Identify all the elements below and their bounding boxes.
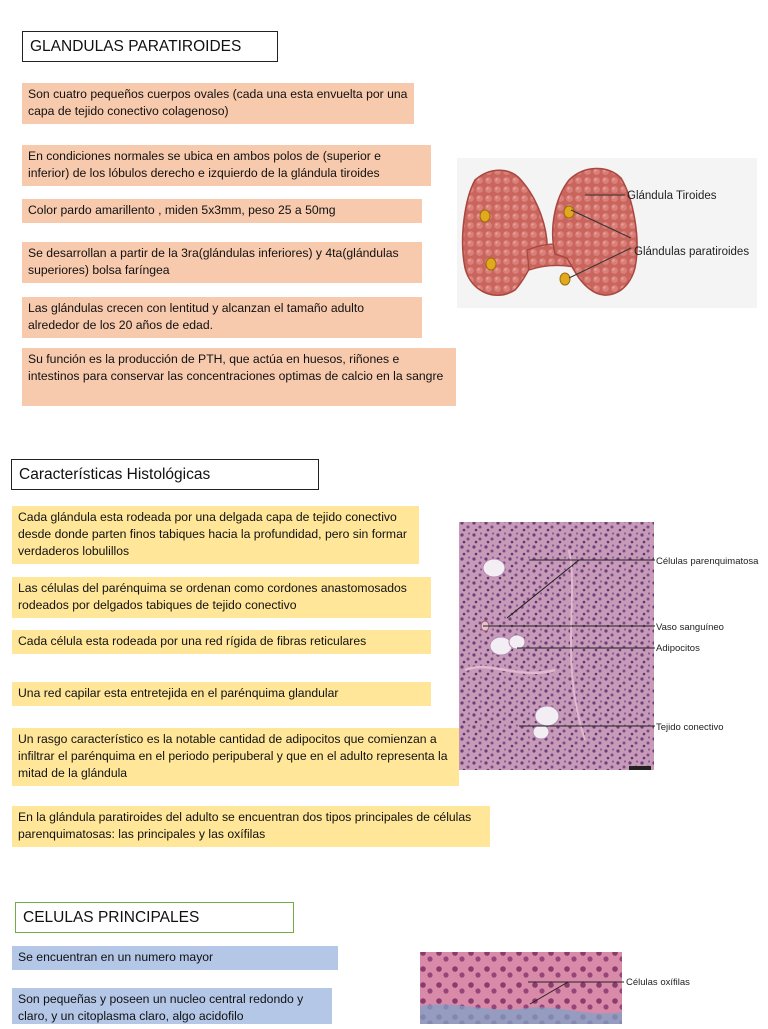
note-box [12, 630, 431, 654]
note-text: Son cuatro pequeños cuerpos ovales (cada una esta envuelta por una capa de tejido conectivo colagenoso) [28, 87, 408, 118]
note-box [22, 199, 422, 223]
label-vaso-sanguineo: Vaso sanguíneo [656, 622, 724, 633]
note-box [22, 348, 456, 406]
note-text: En la glándula paratiroides del adulto se encuentran dos tipos principales de células parenquimatosas: las principales y las oxífilas [18, 810, 472, 841]
label-adipocitos: Adipocitos [656, 643, 700, 654]
histology-figure [459, 520, 759, 772]
note-text: Se desarrollan a partir de la 3ra(glándulas inferiores) y 4ta(glándulas superiores) bolsa faríngea [28, 246, 399, 277]
oxyphil-micrograph [418, 948, 718, 1024]
note-box [22, 83, 414, 124]
label-celulas-oxifilas: Células oxífilas [626, 977, 690, 988]
section-title-text: GLANDULAS PARATIROIDES [30, 37, 242, 55]
section-title-histologicas [11, 459, 319, 490]
note-text: Las células del parénquima se ordenan como cordones anastomosados rodeados por delgados tabiques de tejido conectivo [18, 581, 407, 612]
note-box [12, 728, 459, 786]
note-box [12, 577, 431, 618]
histology-micrograph [459, 520, 759, 772]
note-text: Se encuentran en un numero mayor [18, 950, 214, 964]
note-box [22, 297, 422, 338]
note-text: Las glándulas crecen con lentitud y alcanzan el tamaño adulto alrededor de los 20 años de edad. [28, 301, 365, 332]
label-glandula-tiroides: Glándula Tiroides [627, 190, 717, 202]
note-text: Su función es la producción de PTH, que actúa en huesos, riñones e intestinos para conservar las concentraciones optimas de calcio en la sangre [28, 352, 444, 383]
note-text: Color pardo amarillento , miden 5x3mm, peso 25 a 50mg [28, 203, 336, 217]
label-tejido-conectivo: Tejido conectivo [656, 722, 724, 733]
note-box [22, 145, 431, 186]
label-glandulas-paratiroides: Glándulas paratiroides [634, 246, 750, 258]
thyroid-illustration [457, 158, 757, 308]
note-text: Cada célula esta rodeada por una red rígida de fibras reticulares [18, 634, 367, 648]
note-text: Son pequeñas y poseen un nucleo central redondo y claro, y un citoplasma claro, algo acidofilo [18, 992, 304, 1023]
thyroid-figure [457, 158, 757, 308]
section-title-text: CELULAS PRINCIPALES [23, 908, 200, 926]
note-box [12, 506, 419, 564]
note-text: Un rasgo característico es la notable cantidad de adipocitos que comienzan a infiltrar el parénquima en el periodo peripuberal y que en el adulto representa la mitad de la glándula [18, 732, 448, 780]
oxyphil-figure [418, 948, 718, 1024]
section-title-text: Características Histológicas [19, 465, 211, 483]
note-box [22, 242, 422, 283]
section-title-celulas-principales [15, 902, 294, 933]
label-celulas-parenquimatosas: Células parenquimatosas [656, 556, 759, 567]
note-box [12, 946, 338, 970]
note-box [12, 988, 332, 1024]
note-box [12, 682, 431, 706]
note-text: Cada glándula esta rodeada por una delgada capa de tejido conectivo desde donde parten finos tabiques hacia la profundidad, pero sin formar verdaderos lobulillos [18, 510, 407, 558]
note-box [12, 806, 490, 847]
note-text: En condiciones normales se ubica en ambos polos de (superior e inferior) de los lóbulos derecho e izquierdo de la glándula tiroides [28, 149, 381, 180]
note-text: Una red capilar esta entretejida en el parénquima glandular [18, 686, 339, 700]
section-title-paratiroides [22, 31, 278, 62]
